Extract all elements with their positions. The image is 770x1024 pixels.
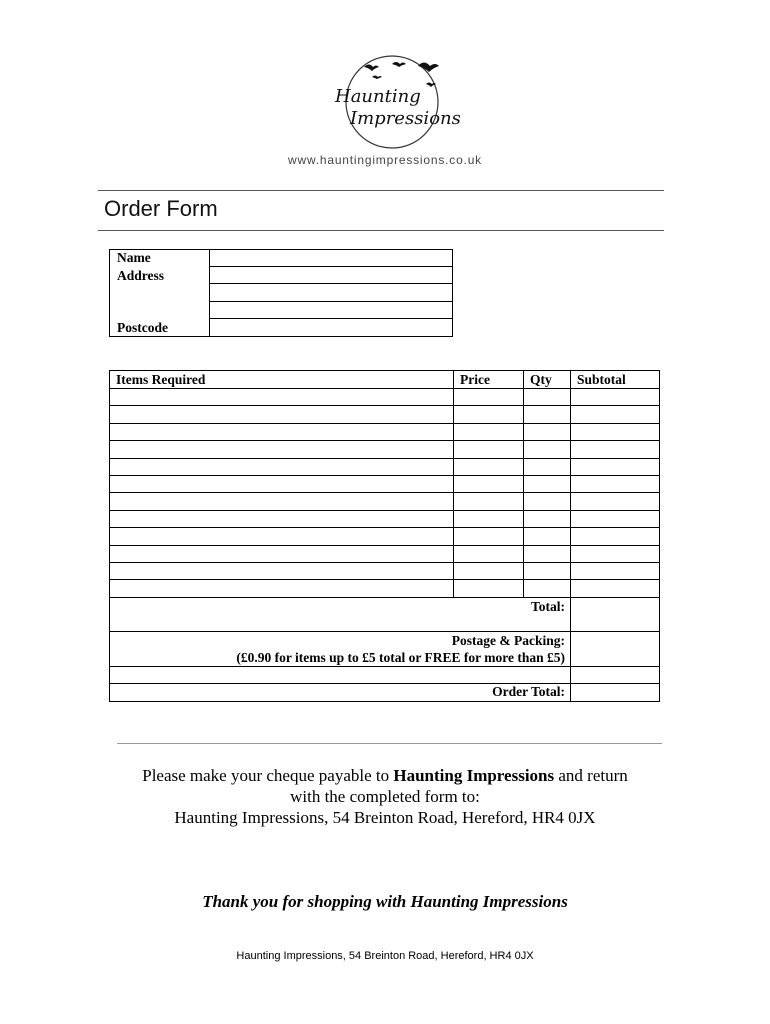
- postage-label-cell: [110, 631, 571, 666]
- total-label: Total:: [110, 597, 571, 631]
- website-url: www.hauntingimpressions.co.uk: [288, 153, 482, 167]
- item-row: [110, 580, 660, 597]
- payment-line-1: Please make your cheque payable to Haunting Impressions and return: [142, 766, 628, 785]
- name-label: Name: [117, 250, 151, 265]
- customer-labels: [109, 249, 209, 337]
- payee-name: Haunting Impressions: [393, 766, 555, 785]
- logo-text-line1: Haunting: [335, 86, 421, 107]
- name-field-line: [210, 266, 452, 267]
- item-row: [110, 562, 660, 579]
- bat-icon: [364, 65, 379, 72]
- item-row: [110, 493, 660, 510]
- item-row: [110, 458, 660, 475]
- address-line-1: [210, 283, 452, 284]
- top-rule: [98, 190, 664, 191]
- total-row: [110, 597, 660, 631]
- form-title: Order Form: [104, 196, 218, 221]
- address-label: Address: [117, 268, 165, 283]
- logo-text-line2: Impressions: [350, 108, 461, 129]
- order-total-label: Order Total:: [110, 683, 571, 701]
- logo: [332, 54, 461, 154]
- item-row: [110, 406, 660, 423]
- section-divider: [117, 743, 662, 744]
- qty-header: Qty: [524, 371, 571, 389]
- item-row: [110, 528, 660, 545]
- items-header-row: [110, 371, 660, 389]
- item-row: [110, 545, 660, 562]
- bat-icon: [372, 76, 382, 80]
- customer-fields: [209, 249, 453, 337]
- price-header: Price: [454, 371, 524, 389]
- bat-icon: [418, 63, 439, 73]
- item-row: [110, 441, 660, 458]
- spacer-row: [110, 666, 660, 683]
- title-rule: [98, 230, 664, 231]
- postage-row: [110, 631, 660, 666]
- address-line-2: [210, 301, 452, 302]
- logo-graphic: [332, 54, 461, 154]
- subtotal-header: Subtotal: [571, 371, 660, 389]
- item-row: [110, 389, 660, 406]
- item-row: [110, 423, 660, 440]
- thank-you-message: Thank you for shopping with Haunting Impressions: [202, 892, 568, 911]
- items-table: [109, 370, 660, 702]
- items-required-header: Items Required: [110, 371, 454, 389]
- bat-icon: [392, 62, 406, 67]
- payment-line-3: Haunting Impressions, 54 Breinton Road, Hereford, HR4 0JX: [174, 808, 596, 827]
- item-row: [110, 510, 660, 527]
- postcode-label: Postcode: [117, 320, 168, 335]
- footer-address: Haunting Impressions, 54 Breinton Road, Hereford, HR4 0JX: [236, 950, 534, 962]
- payment-line-2: with the completed form to:: [290, 787, 480, 806]
- address-line-3: [210, 318, 452, 319]
- order-total-row: [110, 683, 660, 701]
- postage-note: (£0.90 for items up to £5 total or FREE for more than £5): [236, 649, 565, 665]
- postage-value-cell: [571, 631, 660, 666]
- postage-label: Postage & Packing:: [451, 632, 565, 648]
- item-row: [110, 475, 660, 492]
- total-value-cell: [571, 597, 660, 631]
- payment-instructions: [0, 765, 770, 828]
- order-total-value-cell: [571, 683, 660, 701]
